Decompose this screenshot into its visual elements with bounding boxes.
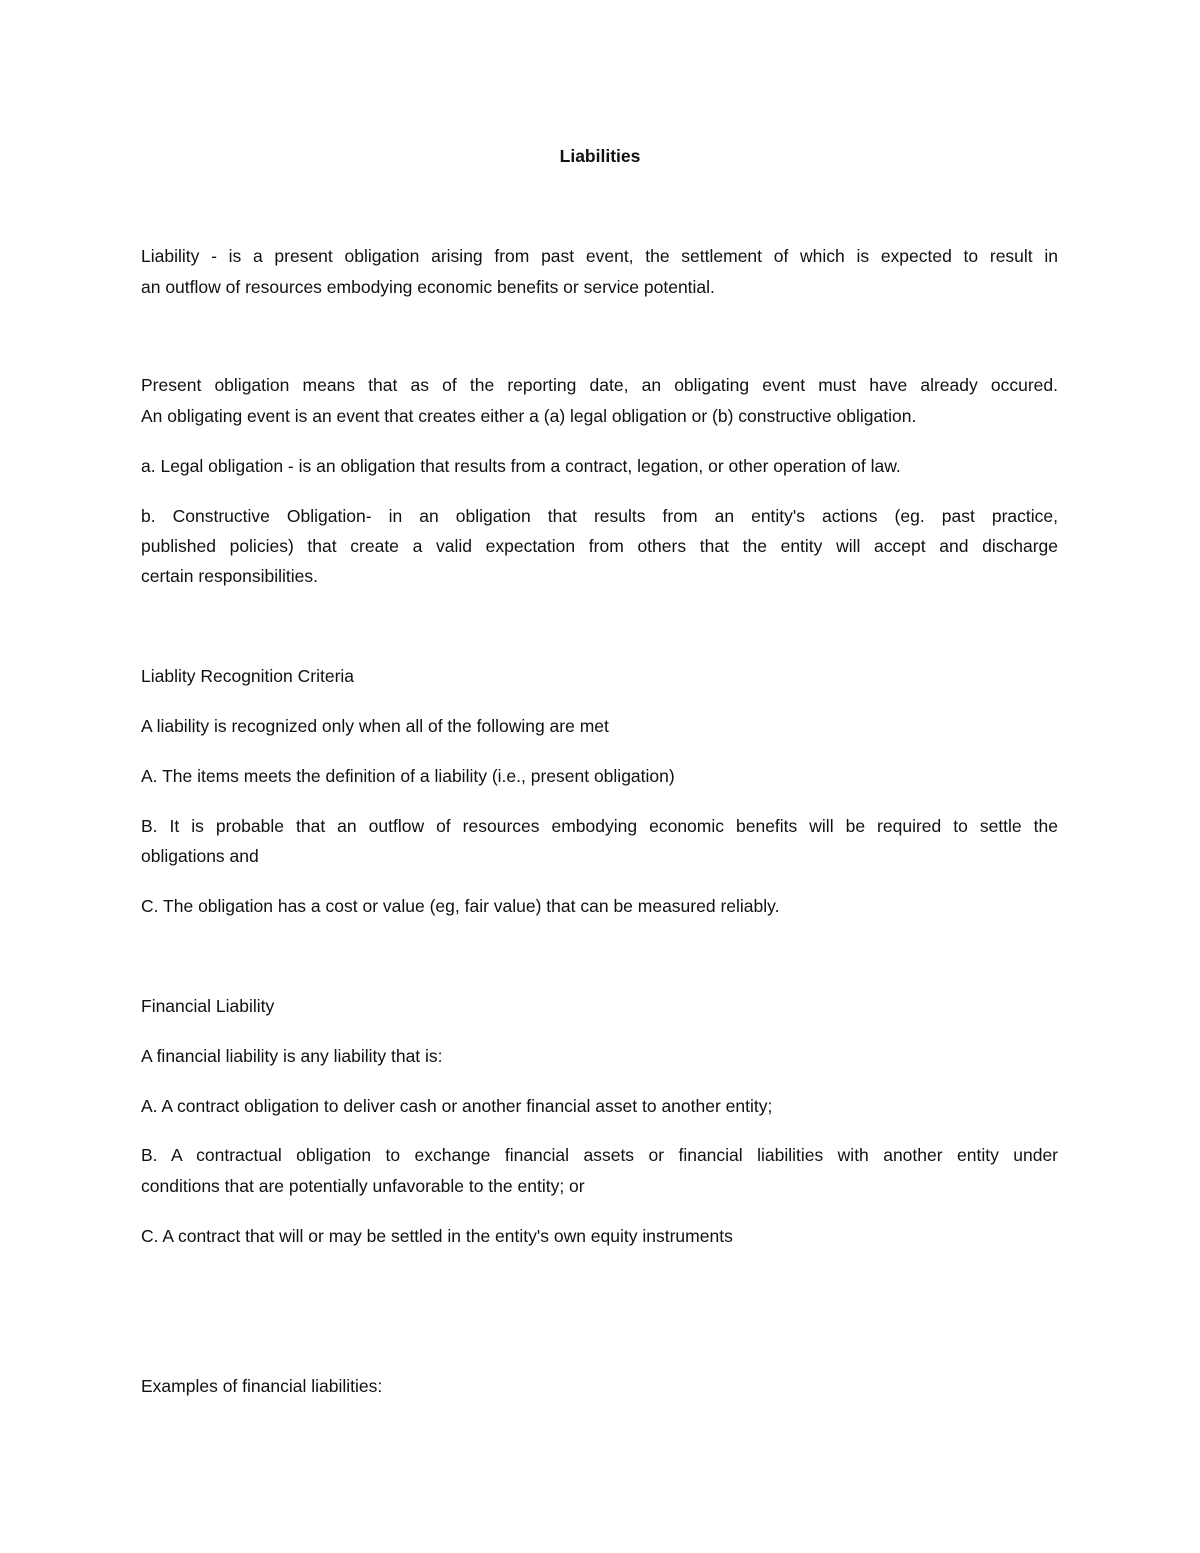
present-obligation-line-2: An obligating event is an event that creates either a (a) legal obligation or (b) constructive obligation.: [141, 406, 917, 426]
financial-liability-item-b-line-1: B. A contractual obligation to exchange financial assets or financial liabilities with another entity under: [141, 1145, 1058, 1165]
financial-liability-item-a: A. A contract obligation to deliver cash or another financial asset to another entity;: [141, 1096, 773, 1116]
liability-definition-line-2: an outflow of resources embodying economic benefits or service potential.: [141, 277, 715, 297]
recognition-criterion-a: A. The items meets the definition of a liability (i.e., present obligation): [141, 766, 675, 786]
recognition-criterion-b-line-1: B. It is probable that an outflow of resources embodying economic benefits will be required to settle the: [141, 816, 1058, 836]
financial-liability-heading: Financial Liability: [141, 996, 275, 1016]
financial-liability-item-c: C. A contract that will or may be settled in the entity's own equity instruments: [141, 1226, 733, 1246]
examples-heading: Examples of financial liabilities:: [141, 1376, 383, 1396]
recognition-criterion-c: C. The obligation has a cost or value (eg, fair value) that can be measured reliably.: [141, 896, 780, 916]
recognition-criteria-intro: A liability is recognized only when all of the following are met: [141, 716, 609, 736]
recognition-criteria-heading: Liablity Recognition Criteria: [141, 666, 355, 686]
constructive-obligation-line-2: published policies) that create a valid expectation from others that the entity will accept and discharge: [141, 536, 1058, 556]
liability-definition-line-1: Liability - is a present obligation arising from past event, the settlement of which is expected to result in: [141, 246, 1058, 266]
constructive-obligation-line-3: certain responsibilities.: [141, 566, 319, 586]
legal-obligation-paragraph: a. Legal obligation - is an obligation that results from a contract, legation, or other operation of law.: [141, 456, 901, 476]
recognition-criterion-b-line-2: obligations and: [141, 846, 259, 866]
financial-liability-item-b-line-2: conditions that are potentially unfavorable to the entity; or: [141, 1176, 585, 1196]
constructive-obligation-line-1: b. Constructive Obligation- in an obligation that results from an entity's actions (eg. past practice,: [141, 506, 1058, 526]
financial-liability-intro: A financial liability is any liability that is:: [141, 1046, 443, 1066]
page-title: Liabilities: [559, 146, 641, 166]
present-obligation-line-1: Present obligation means that as of the reporting date, an obligating event must have already occured.: [141, 375, 1058, 395]
